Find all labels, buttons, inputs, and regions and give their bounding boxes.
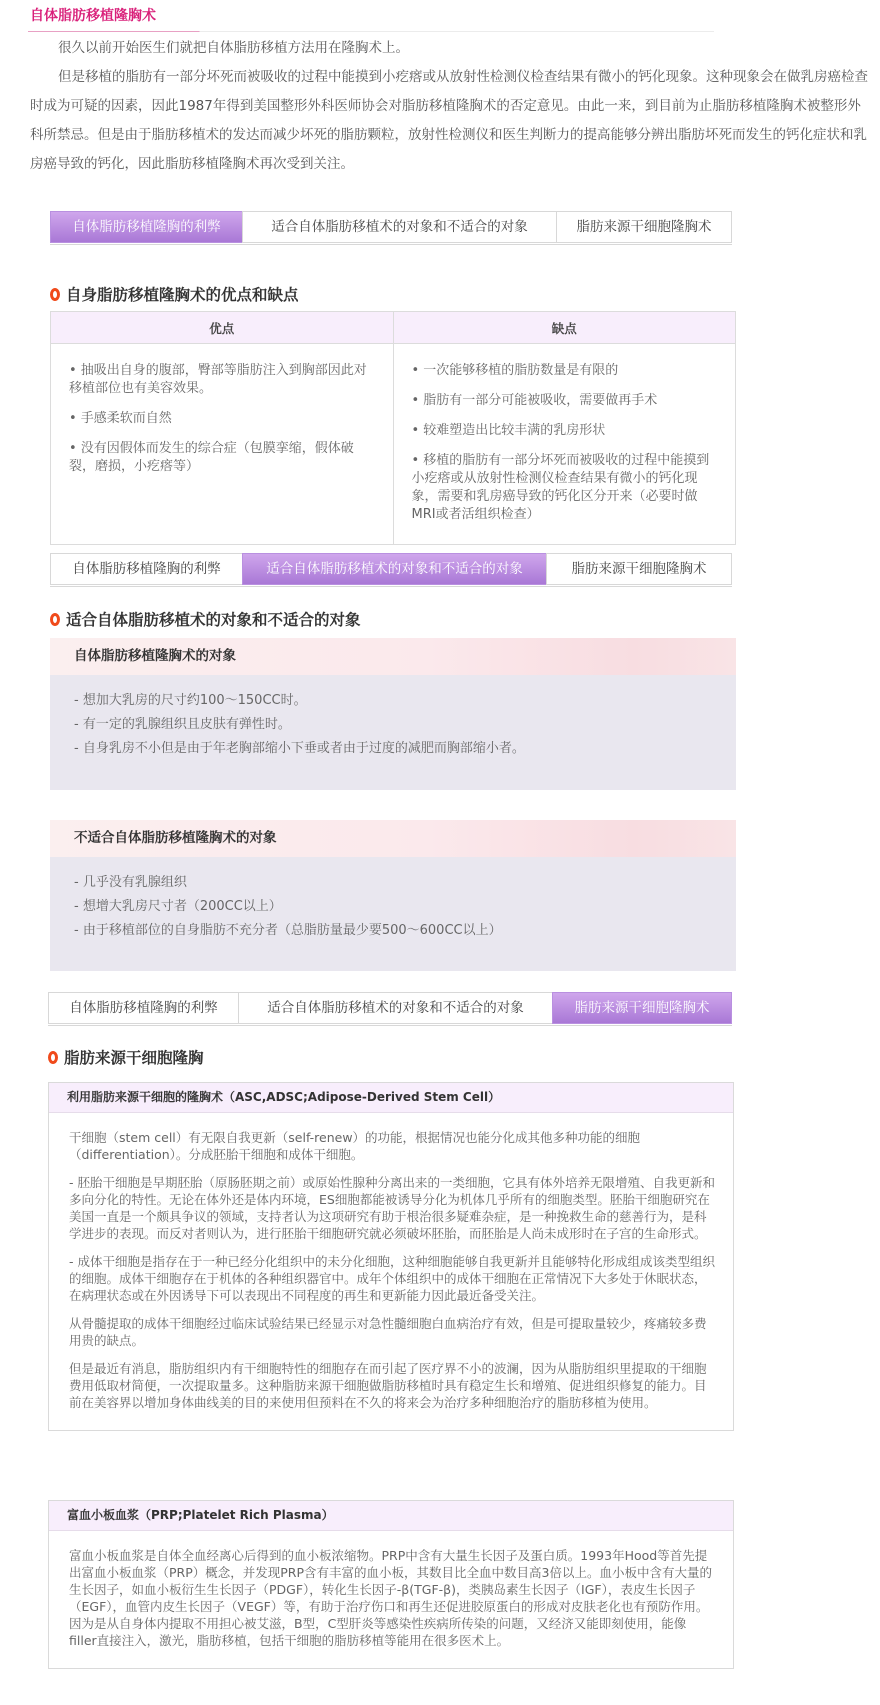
section-title-text: 适合自体脂肪移植术的对象和不适合的对象 — [66, 611, 361, 629]
paragraph: - 成体干细胞是指存在于一种已经分化组织中的未分化细胞，这种细胞能够自我更新并且能够特化形成组成该类型组织的细胞。成体干细胞存在于机体的各种组织器官中。成年个体组织中的成体干细胞在正常情况下大多处于休眠状态，在病理状态或在外因诱导下可以表现出不同程度的再生和更新能力因此最近备受关注。 — [69, 1254, 715, 1303]
tab-stem-cell[interactable]: 脂肪来源干细胞隆胸术 — [546, 553, 732, 585]
tab-bar-3 — [48, 992, 732, 1026]
list-item: - 有一定的乳腺组织且皮肤有弹性时。 — [74, 717, 291, 732]
intro-text — [30, 34, 868, 179]
tab-suitable[interactable]: 适合自体脂肪移植术的对象和不适合的对象 — [242, 553, 546, 585]
tab-pros-cons[interactable]: 自体脂肪移植隆胸的利弊 — [50, 211, 242, 243]
section-ring-icon — [50, 288, 60, 301]
pros-item: • 抽吸出自身的腹部，臀部等脂肪注入到胸部因此对移植部位也有美容效果。 — [69, 363, 367, 396]
section-title-pros-cons — [50, 283, 299, 305]
tab-stem-cell[interactable]: 脂肪来源干细胞隆胸术 — [552, 992, 732, 1024]
paragraph: - 胚胎干细胞是早期胚胎（原肠胚期之前）或原始性腺种分离出来的一类细胞，它具有体外培养无限增殖、自我更新和多向分化的特性。无论在体外还是体内环境，ES细胞都能被诱导分化为机体几乎所有的细胞类型。胚胎干细胞研究在美国一直是一个颇具争议的领域，支持者认为这项研究有助于根治很多疑难杂症，是一种挽救生命的慈善行为，是科学进步的表现。而反对者则认为，进行胚胎干细胞研究就必须破坏胚胎，而胚胎是人尚未成形时在子宫的生命形式。 — [69, 1175, 715, 1241]
pros-cons-table — [50, 311, 736, 545]
tab-suitable[interactable]: 适合自体脂肪移植术的对象和不适合的对象 — [242, 211, 556, 243]
cons-item: • 较难塑造出比较丰满的乳房形状 — [411, 423, 606, 438]
cons-item: • 一次能够移植的脂肪数量是有限的 — [411, 363, 619, 378]
unsuitable-list — [50, 857, 736, 943]
page-title: 自体脂肪移植隆胸术 — [30, 8, 156, 24]
stem-cell-box — [48, 1082, 734, 1431]
section-ring-icon — [50, 613, 60, 626]
pros-item: • 手感柔软而自然 — [69, 411, 172, 426]
list-item: - 几乎没有乳腺组织 — [74, 875, 187, 890]
section-title-text: 自身脂肪移植隆胸术的优点和缺点 — [66, 286, 299, 304]
tab-stem-cell[interactable]: 脂肪来源干细胞隆胸术 — [556, 211, 732, 243]
section-title-text: 脂肪来源干细胞隆胸 — [64, 1049, 204, 1067]
cons-item: • 移植的脂肪有一部分坏死而被吸收的过程中能摸到小疙瘩或从放射性检测仪检查结果有微小的钙化现象，需要和乳房癌导致的钙化区分开来（必要时做MRI或者活组织检查） — [411, 453, 710, 522]
tab-suitable[interactable]: 适合自体脂肪移植术的对象和不适合的对象 — [238, 992, 552, 1024]
unsuitable-panel-title: 不适合自体脂肪移植隆胸术的对象 — [50, 820, 736, 857]
paragraph: 富血小板血浆是自体全血经离心后得到的血小板浓缩物。PRP中含有大量生长因子及蛋白质。1993年Hood等首先提出富血小板血浆（PRP）概念，并发现PRP含有丰富的血小板，其数目比全血中数目高3倍以上。血小板中含有大量的生长因子，如血小板衍生生长因子（PDGF），转化生长因子-β(TGF-β)，类胰岛素生长因子（IGF），表皮生长因子（EGF），血管内皮生长因子（VEGF）等，有助于治疗伤口和再生还促进胶原蛋白的形成对皮肤老化也有预防作用。因为是从自身体内提取不用担心被艾滋，B型，C型肝炎等感染性疾病所传染的问题，又经济又能即刻使用，能像 filler直接注入，激光，脂肪移植，包括干细胞的脂肪移植等能用在很多医术上。 — [69, 1548, 712, 1648]
prp-box-body — [49, 1531, 733, 1668]
intro-paragraph-1: 很久以前开始医生们就把自体脂肪移植方法用在隆胸术上。 — [58, 40, 409, 56]
list-item: - 由于移植部位的自身脂肪不充分者（总脂肪量最少要500～600CC以上） — [74, 923, 502, 938]
list-item: - 想加大乳房的尺寸约100～150CC时。 — [74, 693, 307, 708]
tab-bar-1 — [50, 211, 732, 245]
section-title-suitable — [50, 608, 361, 630]
prp-box — [48, 1500, 734, 1669]
paragraph: 干细胞（stem cell）有无限自我更新（self-renew）的功能，根据情况也能分化成其他多种功能的细胞（differentiation）。分成胚胎干细胞和成体干细胞。 — [69, 1130, 641, 1162]
list-item: - 想增大乳房尺寸者（200CC以上） — [74, 899, 282, 914]
prp-box-title: 富血小板血浆（PRP;Platelet Rich Plasma） — [49, 1501, 733, 1531]
tab-pros-cons[interactable]: 自体脂肪移植隆胸的利弊 — [48, 992, 238, 1024]
stem-cell-box-title: 利用脂肪来源干细胞的隆胸术（ASC,ADSC;Adipose-Derived Stem Cell） — [49, 1083, 733, 1113]
cons-item: • 脂肪有一部分可能被吸收，需要做再手术 — [411, 393, 658, 408]
suitable-list — [50, 675, 736, 761]
stem-cell-box-body — [49, 1113, 733, 1430]
list-item: - 自身乳房不小但是由于年老胸部缩小下垂或者由于过度的减肥而胸部缩小者。 — [74, 741, 525, 756]
cons-header: 缺点 — [393, 312, 736, 344]
section-ring-icon — [48, 1051, 58, 1064]
tab-pros-cons[interactable]: 自体脂肪移植隆胸的利弊 — [50, 553, 242, 585]
pros-cell — [51, 344, 394, 545]
paragraph: 从骨髓提取的成体干细胞经过临床试验结果已经显示对急性髓细胞白血病治疗有效，但是可提取量较少，疼痛较多费用贵的缺点。 — [69, 1316, 707, 1348]
suitable-panel — [50, 638, 736, 790]
pros-header: 优点 — [51, 312, 394, 344]
title-divider — [28, 31, 714, 32]
paragraph: 但是最近有消息，脂肪组织内有干细胞特性的细胞存在而引起了医疗界不小的波澜，因为从脂肪组织里提取的干细胞费用低取材简便，一次提取量多。这种脂肪来源干细胞做脂肪移植时具有稳定生长和增殖、促进组织修复的能力。目前在美容界以增加身体曲线美的目的来使用但预料在不久的将来会为治疗多种细胞治疗的脂肪移植为使用。 — [69, 1361, 707, 1410]
pros-item: • 没有因假体而发生的综合症（包膜挛缩，假体破裂，磨损，小疙瘩等） — [69, 441, 354, 474]
intro-paragraph-2: 但是移植的脂肪有一部分坏死而被吸收的过程中能摸到小疙瘩或从放射性检测仪检查结果有微小的钙化现象。这种现象会在做乳房癌检查时成为可疑的因素，因此1987年得到美国整形外科医师协会对脂肪移植隆胸术的否定意见。由此一来，到目前为止脂肪移植隆胸术被整形外科所禁忌。但是由于脂肪移植术的发达而减少坏死的脂肪颗粒，放射性检测仪和医生判断力的提高能够分辨出脂肪坏死而发生的钙化症状和乳房癌导致的钙化，因此脂肪移植隆胸术再次受到关注。 — [30, 69, 868, 172]
unsuitable-panel — [50, 820, 736, 971]
suitable-panel-title: 自体脂肪移植隆胸术的对象 — [50, 638, 736, 675]
section-title-stem-cell — [48, 1046, 204, 1068]
tab-bar-2 — [50, 553, 732, 587]
cons-cell — [393, 344, 736, 545]
